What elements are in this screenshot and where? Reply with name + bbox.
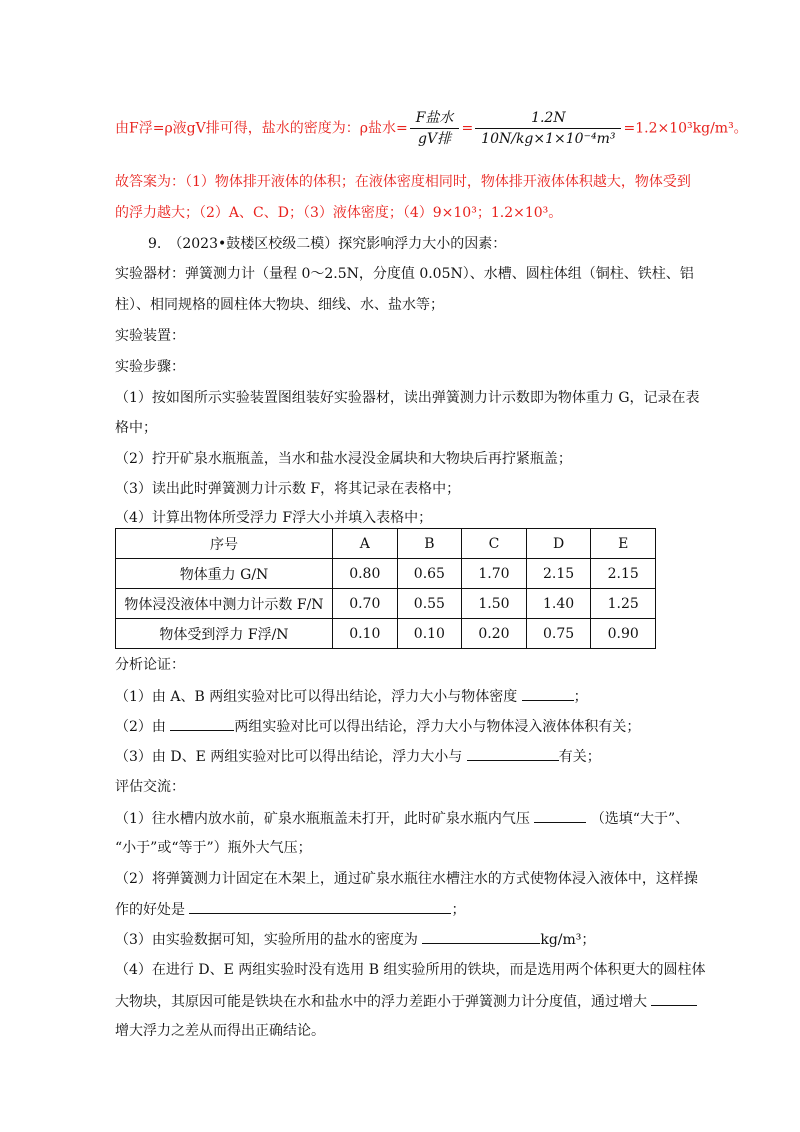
step-1a: （1）按如图所示实验装置图组装好实验器材，读出弹簧测力计示数即为物体重力 G，记录在表	[115, 390, 700, 406]
table-cell: 1.40	[526, 589, 591, 619]
table-cell: 2.15	[526, 559, 591, 589]
fraction-denominator: gV排	[418, 131, 452, 147]
analysis-1-text: （1）由 A、B 两组实验对比可以得出结论，浮力大小与物体密度	[115, 689, 518, 705]
equipment-line-1: 实验器材：弹簧测力计（量程 0～2.5N，分度值 0.05N）、水槽、圆柱体组（铜柱、铁柱、铝	[115, 266, 694, 282]
evaluation-2b-end: ；	[451, 902, 466, 918]
analysis-3-text: （3）由 D、E 两组实验对比可以得出结论，浮力大小与	[115, 749, 463, 765]
analysis-title: 分析论证：	[115, 657, 185, 673]
table-cell: 0.65	[397, 559, 462, 589]
evaluation-3-end: kg/m³；	[540, 932, 596, 948]
evaluation-4c: 增大浮力之差从而得出正确结论。	[115, 1023, 325, 1039]
table-header-cell: D	[526, 529, 591, 559]
fraction-numerator-2: 1.2N	[475, 108, 621, 129]
evaluation-4a: （4）在进行 D、E 两组实验时没有选用 B 组实验所用的铁块，而是选用两个体积更大的圆柱体	[115, 962, 706, 978]
fraction-denominator-2: 10N/kg×1×10⁻⁴m³	[481, 131, 616, 147]
analysis-2	[115, 716, 640, 737]
evaluation-2a: （2）将弹簧测力计固定在木架上，通过矿泉水瓶往水槽注水的方式使物体浸入液体中，这样操	[115, 871, 698, 887]
fraction-numeric	[475, 108, 621, 149]
fraction-numerator: F盐水	[410, 108, 460, 129]
step-1b: 格中；	[115, 420, 157, 436]
evaluation-3-text: （3）由实验数据可知，实验所用的盐水的密度为	[115, 932, 418, 948]
analysis-1	[115, 686, 588, 707]
table-header-row	[116, 529, 656, 559]
evaluation-1b: “小于”或“等于”）瓶外大气压；	[115, 840, 312, 856]
answer-line-1: 故答案为：（1）物体排开液体的体积；在液体密度相同时，物体排开液体体积越大，物体受到	[115, 174, 691, 190]
fraction-f-over-gv	[410, 108, 460, 149]
evaluation-3	[115, 929, 595, 950]
equipment-line-2: 柱）、相同规格的圆柱体大物块、细线、水、盐水等；	[115, 297, 444, 313]
evaluation-title: 评估交流：	[115, 779, 185, 795]
answer-line-2: 的浮力越大；（2）A、C、D；（3）液体密度；（4）9×10³；1.2×10³。	[115, 205, 563, 221]
table-cell: 0.20	[462, 619, 527, 649]
steps-title: 实验步骤：	[115, 359, 185, 375]
analysis-3-end: 有关；	[558, 749, 601, 765]
table-row	[116, 619, 656, 649]
table-header-cell: 序号	[116, 529, 333, 559]
answer-blank-e4[interactable]	[651, 991, 697, 1006]
evaluation-1a-text: （1）往水槽内放水前，矿泉水瓶瓶盖未打开，此时矿泉水瓶内气压	[115, 811, 530, 827]
analysis-1-end: ；	[573, 689, 588, 705]
table-cell: 2.15	[591, 559, 656, 589]
answer-blank-a3[interactable]	[467, 746, 559, 761]
step-3: （3）读出此时弹簧测力计示数 F，将其记录在表格中；	[115, 481, 461, 497]
evaluation-4b-text: 大物块，其原因可能是铁块在水和盐水中的浮力差距小于弹簧测力计分度值，通过增大	[115, 994, 647, 1010]
answer-blank-a2[interactable]	[170, 716, 234, 731]
table-cell: 0.90	[591, 619, 656, 649]
table-cell: 0.70	[333, 589, 398, 619]
table-cell: 物体受到浮力 F浮/N	[116, 619, 333, 649]
table-cell: 0.55	[397, 589, 462, 619]
table-row	[116, 589, 656, 619]
formula-equals: =	[461, 120, 474, 137]
step-2: （2）拧开矿泉水瓶瓶盖，当水和盐水浸没金属块和大物块后再拧紧瓶盖；	[115, 451, 572, 467]
answer-blank-e1[interactable]	[534, 808, 586, 823]
evaluation-2b	[115, 899, 465, 920]
evaluation-4b	[115, 991, 697, 1012]
formula-prefix: 由F浮=ρ液gV排可得，盐水的密度为：ρ盐水=	[115, 120, 408, 137]
formula-result: =1.2×10³kg/m³。	[623, 120, 748, 137]
table-cell: 1.70	[462, 559, 527, 589]
answer-blank-e3[interactable]	[422, 929, 540, 944]
table-row	[116, 559, 656, 589]
answer-blank-a1[interactable]	[522, 686, 574, 701]
apparatus-label: 实验装置：	[115, 328, 185, 344]
analysis-3	[115, 746, 601, 767]
step-4: （4）计算出物体所受浮力 F浮大小并填入表格中；	[115, 510, 433, 526]
analysis-2-end: 两组实验对比可以得出结论，浮力大小与物体浸入液体体积有关；	[234, 719, 641, 735]
table-cell: 物体浸没液体中测力计示数 F/N	[116, 589, 333, 619]
table-cell: 0.10	[397, 619, 462, 649]
table-cell: 物体重力 G/N	[116, 559, 333, 589]
evaluation-1a	[115, 808, 689, 829]
answer-blank-e2[interactable]	[189, 899, 451, 914]
table-cell: 0.10	[333, 619, 398, 649]
evaluation-2b-text: 作的好处是	[115, 902, 185, 918]
table-cell: 1.50	[462, 589, 527, 619]
analysis-2-start: （2）由	[115, 719, 166, 735]
evaluation-1a-end: （选填“大于”、	[590, 811, 690, 827]
table-header-cell: A	[333, 529, 398, 559]
table-header-cell: E	[591, 529, 656, 559]
table-header-cell: C	[462, 529, 527, 559]
table-cell: 0.80	[333, 559, 398, 589]
density-formula	[115, 108, 748, 149]
table-header-cell: B	[397, 529, 462, 559]
data-table	[115, 528, 656, 649]
table-cell: 1.25	[591, 589, 656, 619]
table-cell: 0.75	[526, 619, 591, 649]
question-9-title: 9. （2023•鼓楼区校级二模）探究影响浮力大小的因素：	[148, 236, 507, 252]
